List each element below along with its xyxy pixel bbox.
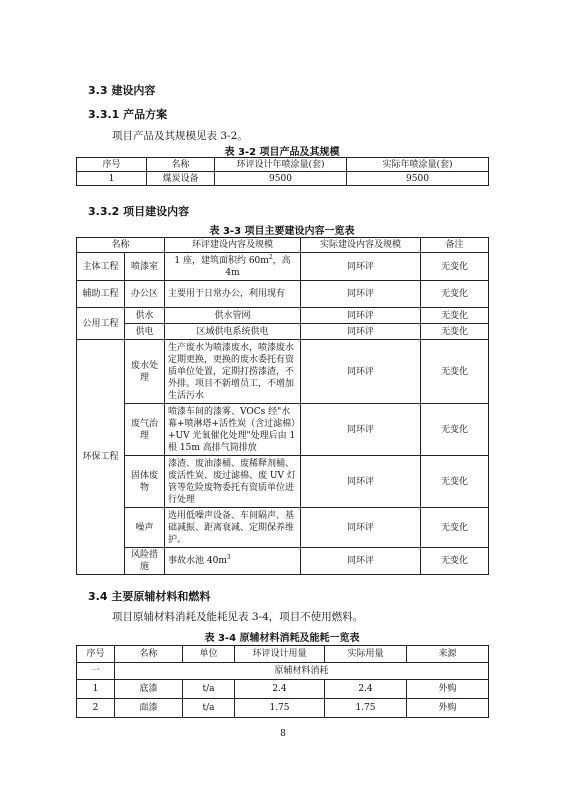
table-row — [77, 253, 489, 281]
table-header-cell: 备注 — [421, 238, 489, 253]
table-header-cell: 实际建设内容及规模 — [301, 238, 421, 253]
table-row — [77, 404, 489, 456]
table-header-cell: 单位 — [183, 646, 235, 663]
table-row — [77, 699, 489, 718]
table-row — [77, 508, 489, 548]
actual-cell: 同环评 — [301, 404, 421, 456]
table-row — [77, 456, 489, 508]
actual-cell: 同环评 — [301, 508, 421, 548]
actual-cell: 同环评 — [301, 281, 421, 308]
superscript: 2 — [268, 253, 273, 261]
section-heading-3-4: 3.4 主要原辅材料和燃料 — [88, 590, 211, 603]
table-header-cell: 序号 — [77, 158, 147, 172]
table-header-cell: 环评设计年喷涂量(套) — [215, 158, 347, 172]
item-name-cell: 废气治理 — [125, 404, 165, 456]
note-cell: 无变化 — [421, 548, 489, 575]
note-cell: 无变化 — [421, 324, 489, 340]
table-3-3 — [76, 237, 489, 575]
group-cell-env: 环保工程 — [77, 340, 125, 575]
paragraph-3-3-1: 项目产品及其规模见表 3-2。 — [112, 130, 248, 142]
table-cell: 9500 — [215, 172, 347, 186]
table-header-cell: 实际年喷涂量(套) — [347, 158, 489, 172]
desc-text: ，高 4m — [225, 255, 291, 278]
desc-cell: 喷漆车间的漆雾、VOCs 经"水幕+喷淋塔+活性炭（含过滤棉）+UV 光氧催化处理"处理后由 1 根 15m 高排气筒排放 — [165, 404, 301, 456]
table-cell: 1.75 — [325, 699, 407, 718]
desc-cell — [165, 253, 301, 281]
table-cell: 2 — [77, 699, 115, 718]
table-row — [77, 548, 489, 575]
table-cell: 面漆 — [115, 699, 183, 718]
table-3-2 — [76, 157, 489, 186]
table-row — [77, 281, 489, 308]
desc-cell: 生产废水为喷漆废水，喷漆废水定期更换，更换的废水委托有资质单位处置，定期打捞漆渣，不外排。项目不新增员工，不增加生活污水 — [165, 340, 301, 404]
actual-cell: 同环评 — [301, 340, 421, 404]
desc-cell: 选用低噪声设备、车间隔声、基础减振、距离衰减、定期保养维护。 — [165, 508, 301, 548]
actual-cell: 同环评 — [301, 324, 421, 340]
table-row — [77, 680, 489, 699]
table-cell: 1 — [77, 172, 147, 186]
table-cell: 1.75 — [235, 699, 325, 718]
item-name-cell: 喷漆室 — [125, 253, 165, 281]
desc-cell: 供水管网 — [165, 308, 301, 324]
actual-cell: 同环评 — [301, 548, 421, 575]
table-3-4 — [76, 645, 489, 718]
note-cell: 无变化 — [421, 404, 489, 456]
table-cell: t/a — [183, 699, 235, 718]
item-name-cell: 供水 — [125, 308, 165, 324]
item-name-cell: 固体废物 — [125, 456, 165, 508]
actual-cell: 同环评 — [301, 253, 421, 281]
item-name-cell: 废水处理 — [125, 340, 165, 404]
table-row — [77, 663, 489, 680]
table-cell: t/a — [183, 680, 235, 699]
desc-cell — [165, 548, 301, 575]
table-row — [77, 308, 489, 324]
actual-cell: 同环评 — [301, 308, 421, 324]
section-heading-3-3-1: 3.3.1 产品方案 — [88, 108, 168, 121]
item-name-cell: 噪声 — [125, 508, 165, 548]
desc-text: 1 座，建筑面积约 60m — [174, 255, 269, 266]
paragraph-3-4: 项目原辅材料消耗及能耗见表 3-4，项目不使用燃料。 — [112, 611, 364, 623]
item-name-cell: 办公区 — [125, 281, 165, 308]
section-label-cell: 原辅材料消耗 — [115, 663, 489, 680]
table-header-cell: 序号 — [77, 646, 115, 663]
superscript: 3 — [226, 554, 231, 561]
page-number: 8 — [280, 729, 286, 739]
note-cell: 无变化 — [421, 456, 489, 508]
note-cell: 无变化 — [421, 508, 489, 548]
table-row — [77, 324, 489, 340]
note-cell: 无变化 — [421, 340, 489, 404]
table-row — [77, 340, 489, 404]
group-cell-public: 公用工程 — [77, 308, 125, 340]
table-3-2-caption: 表 3-2 项目产品及其规模 — [224, 147, 340, 158]
table-cell: 外购 — [407, 680, 489, 699]
note-cell: 无变化 — [421, 281, 489, 308]
table-header-cell: 名称 — [115, 646, 183, 663]
section-heading-3-3: 3.3 建设内容 — [88, 84, 156, 97]
desc-cell: 区域供电系统供电 — [165, 324, 301, 340]
table-header-cell: 名称 — [77, 238, 165, 253]
section-index-cell: 一 — [77, 663, 115, 680]
section-heading-3-3-2: 3.3.2 项目建设内容 — [88, 205, 190, 218]
item-name-cell: 供电 — [125, 324, 165, 340]
table-header-cell: 环评建设内容及规模 — [165, 238, 301, 253]
item-name-cell: 风险措施 — [125, 548, 165, 575]
table-row — [77, 172, 489, 186]
table-cell: 2.4 — [325, 680, 407, 699]
desc-cell: 漆渣、废油漆桶、废稀释剂桶、废活性炭、废过滤棉、废 UV 灯管等危险废物委托有资质单位进行处理 — [165, 456, 301, 508]
table-header-cell: 名称 — [147, 158, 215, 172]
note-cell: 无变化 — [421, 253, 489, 281]
table-cell: 2.4 — [235, 680, 325, 699]
table-cell: 9500 — [347, 172, 489, 186]
desc-cell: 主要用于日常办公，利用现有 — [165, 281, 301, 308]
group-cell-aux: 辅助工程 — [77, 281, 125, 308]
table-cell: 1 — [77, 680, 115, 699]
table-header-cell: 来源 — [407, 646, 489, 663]
table-cell: 煤炭设备 — [147, 172, 215, 186]
table-header-cell: 实际用量 — [325, 646, 407, 663]
desc-text: 事故水池 40m — [168, 556, 227, 566]
table-3-4-caption: 表 3-4 原辅材料消耗及能耗一览表 — [204, 633, 360, 644]
table-cell: 外购 — [407, 699, 489, 718]
note-cell: 无变化 — [421, 308, 489, 324]
table-cell: 底漆 — [115, 680, 183, 699]
group-cell-main: 主体工程 — [77, 253, 125, 281]
actual-cell: 同环评 — [301, 456, 421, 508]
table-header-cell: 环评设计用量 — [235, 646, 325, 663]
table-3-3-caption: 表 3-3 项目主要建设内容一览表 — [209, 226, 355, 237]
